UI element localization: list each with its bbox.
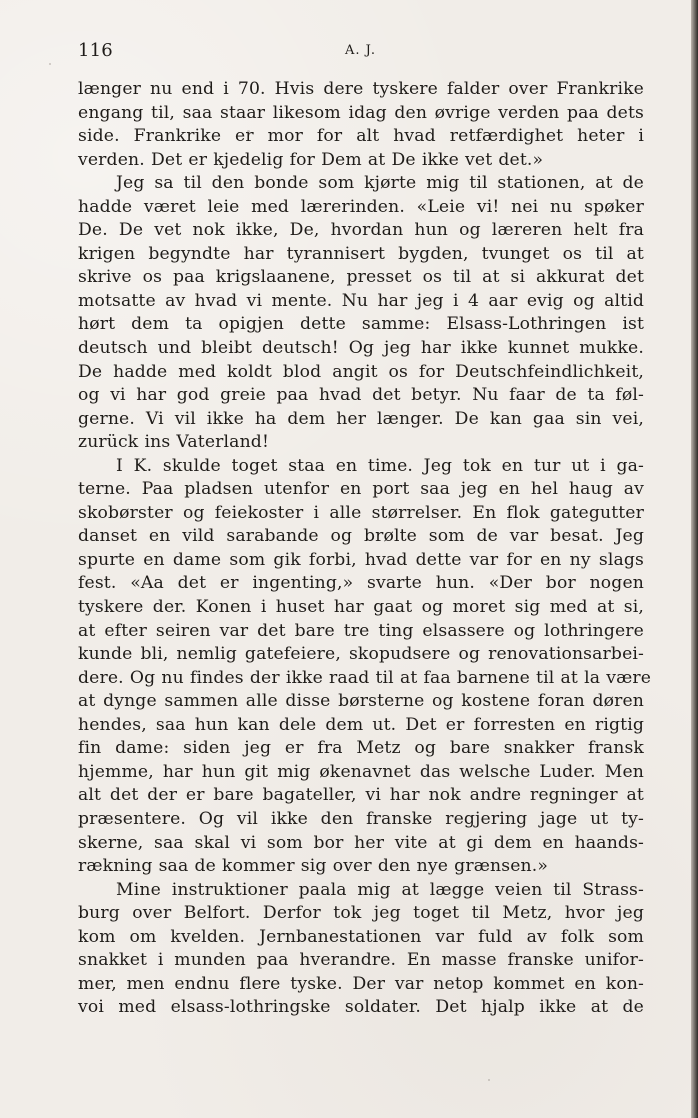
paper-speck	[49, 63, 51, 65]
text-line: hjemme, har hun git mig økenavnet das welsche Luder. Men	[78, 761, 644, 782]
text-line: I K. skulde toget staa en time. Jeg tok en tur ut i ga-	[116, 455, 644, 476]
text-line: De. De vet nok ikke, De, hvordan hun og læreren helt fra	[78, 220, 644, 241]
text-line: alt det der er bare bagateller, vi har nok andre regninger at	[78, 785, 644, 806]
text-line: verden. Det er kjedelig for Dem at De ikke vet det.»	[78, 149, 544, 170]
page-body-text	[78, 78, 652, 1020]
text-line: hørt dem ta opigjen dette samme: Elsass-Lothringen ist	[78, 314, 644, 335]
text-line: skerne, saa skal vi som bor her vite at gi dem en haands-	[78, 832, 644, 853]
text-line: at dynge sammen alle disse børsterne og kostene foran døren	[78, 691, 644, 712]
text-line: terne. Paa pladsen utenfor en port saa jeg en hel haug av	[78, 479, 644, 500]
text-line: hendes, saa hun kan dele dem ut. Det er forresten en rigtig	[78, 714, 644, 735]
text-line: zurück ins Vaterland!	[78, 432, 270, 453]
text-line: side. Frankrike er mor for alt hvad retfærdighet heter i	[78, 126, 644, 147]
text-line: at efter seiren var det bare tre ting elsassere og lothringere	[78, 620, 644, 641]
paper-speck	[247, 130, 250, 133]
text-line: tyskere der. Konen i huset har gaat og moret sig med at si,	[78, 597, 644, 618]
page-number: 116	[78, 40, 113, 61]
text-line: De hadde med koldt blod angit os for Deutschfeindlichkeit,	[78, 361, 644, 382]
text-line: krigen begyndte har tyrannisert bygden, tvunget os til at	[78, 243, 644, 264]
running-head: A. J.	[345, 43, 376, 58]
text-line: voi med elsass-lothringske soldater. Det hjalp ikke at de	[78, 997, 644, 1018]
text-line: motsatte av hvad vi mente. Nu har jeg i 4 aar evig og altid	[78, 290, 644, 311]
page-edge-shadow	[691, 0, 698, 1118]
text-line: engang til, saa staar likesom idag den øvrige verden paa dets	[78, 102, 644, 123]
text-line: Mine instruktioner paala mig at lægge veien til Strass-	[116, 879, 644, 900]
text-line: og vi har god greie paa hvad det betyr. Nu faar de ta føl-	[78, 385, 644, 406]
text-line: gerne. Vi vil ikke ha dem her længer. De kan gaa sin vei,	[78, 408, 644, 429]
text-line: fin dame: siden jeg er fra Metz og bare snakker fransk	[78, 738, 644, 759]
text-line: mer, men endnu flere tyske. Der var netop kommet en kon-	[78, 973, 644, 994]
text-line: dere. Og nu findes der ikke raad til at faa barnene til at la være	[78, 667, 652, 688]
text-line: snakket i munden paa hverandre. En masse franske unifor-	[78, 950, 644, 971]
text-line: danset en vild sarabande og brølte som de var besat. Jeg	[78, 526, 644, 547]
page-header	[78, 42, 642, 66]
text-line: spurte en dame som gik forbi, hvad dette var for en ny slags	[78, 549, 644, 570]
text-line: skobørster og feiekoster i alle størrelser. En flok gategutter	[78, 502, 644, 523]
text-line: hadde været leie med lærerinden. «Leie vi! nei nu spøker	[78, 196, 644, 217]
text-line: fest. «Aa det er ingenting,» svarte hun. «Der bor nogen	[78, 573, 644, 594]
text-line: deutsch und bleibt deutsch! Og jeg har ikke kunnet mukke.	[78, 338, 644, 359]
text-line: præsentere. Og vil ikke den franske regjering jage ut ty-	[78, 808, 644, 829]
text-line: kunde bli, nemlig gatefeiere, skopudsere og renovationsarbei-	[78, 644, 644, 665]
paper-speck	[488, 1079, 490, 1081]
text-line: rækning saa de kommer sig over den nye grænsen.»	[78, 856, 549, 877]
text-line: skrive os paa krigslaanene, presset os til at si akkurat det	[78, 267, 644, 288]
text-line: burg over Belfort. Derfor tok jeg toget til Metz, hvor jeg	[78, 903, 644, 924]
text-line: kom om kvelden. Jernbanestationen var fuld av folk som	[78, 926, 644, 947]
text-line: Jeg sa til den bonde som kjørte mig til stationen, at de	[116, 173, 644, 194]
text-line: længer nu end i 70. Hvis dere tyskere falder over Frankrike	[78, 79, 644, 99]
